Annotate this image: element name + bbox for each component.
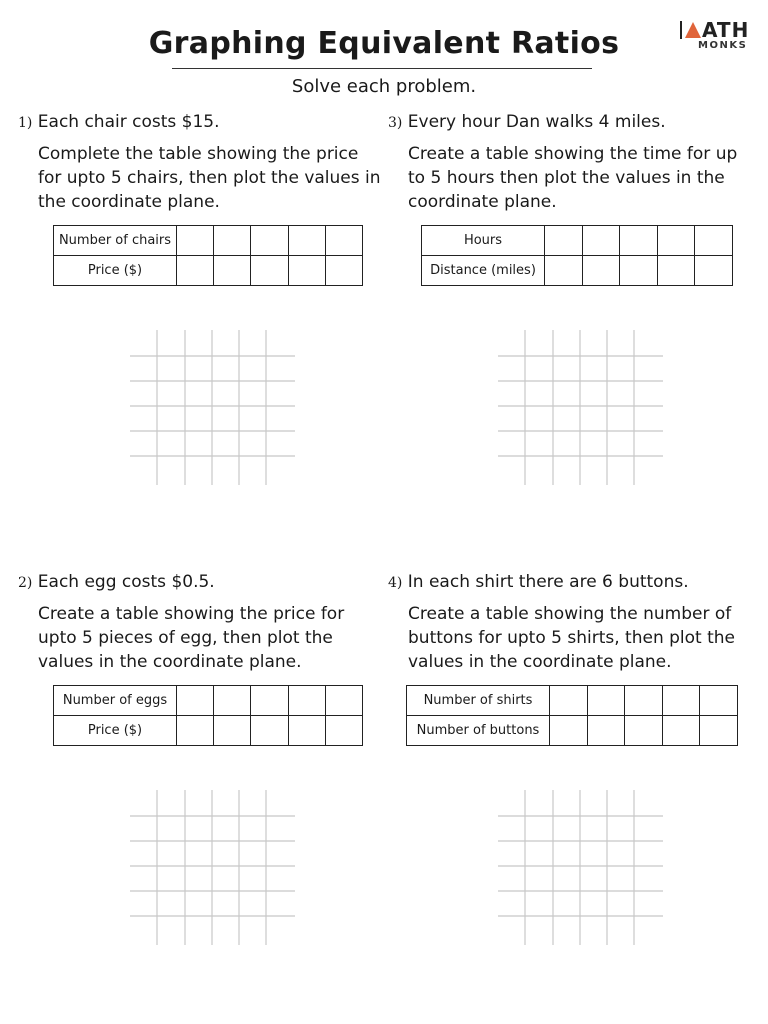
answer-cell[interactable]	[177, 226, 214, 256]
answer-cell[interactable]	[620, 226, 658, 256]
answer-cell[interactable]	[177, 686, 214, 716]
problem-instructions: Complete the table showing the price for upto 5 chairs, then plot the values in the coordinate plane.	[38, 144, 381, 212]
logo-wordmark	[680, 20, 750, 40]
answer-cell[interactable]	[550, 716, 588, 746]
coordinate-grid[interactable]	[130, 790, 295, 945]
problem-heading	[18, 112, 220, 132]
answer-cell[interactable]	[325, 256, 362, 286]
problem-number: 2)	[18, 575, 33, 591]
problem-instructions: Create a table showing the price for upto 5 pieces of egg, then plot the values in the coordinate plane.	[38, 604, 345, 672]
problem-2	[18, 572, 368, 952]
answer-cell[interactable]	[177, 256, 214, 286]
problem-statement: Each chair costs $15.	[37, 112, 220, 132]
table-row	[422, 256, 733, 286]
table-row	[54, 256, 363, 286]
answer-cell[interactable]	[251, 716, 288, 746]
problem-heading	[18, 572, 215, 592]
answer-cell[interactable]	[251, 686, 288, 716]
answer-cell[interactable]	[288, 256, 325, 286]
problem-heading	[388, 572, 689, 592]
logo-m-stroke	[680, 21, 682, 39]
answer-cell[interactable]	[695, 256, 733, 286]
problem-1	[18, 112, 381, 492]
answer-cell[interactable]	[700, 686, 738, 716]
coordinate-grid[interactable]	[498, 790, 663, 945]
problem-instructions: Create a table showing the number of buttons for upto 5 shirts, then plot the values in the coordinate plane.	[408, 604, 736, 672]
answer-cell[interactable]	[620, 256, 658, 286]
answer-cell[interactable]	[625, 686, 663, 716]
row-label: Distance (miles)	[422, 256, 545, 286]
answer-cell[interactable]	[587, 716, 625, 746]
answer-cell[interactable]	[325, 226, 362, 256]
answer-cell[interactable]	[545, 256, 583, 286]
answer-cell[interactable]	[214, 226, 251, 256]
answer-cell[interactable]	[662, 716, 700, 746]
coordinate-grid[interactable]	[498, 330, 663, 485]
answer-cell[interactable]	[288, 686, 325, 716]
row-label: Number of buttons	[407, 716, 550, 746]
table-row	[54, 226, 363, 256]
answer-cell[interactable]	[550, 686, 588, 716]
answer-cell[interactable]	[582, 226, 620, 256]
answer-cell[interactable]	[700, 716, 738, 746]
answer-cell[interactable]	[177, 716, 214, 746]
problem-number: 1)	[18, 115, 33, 131]
table-row	[407, 716, 738, 746]
answer-cell[interactable]	[587, 686, 625, 716]
answer-cell[interactable]	[214, 716, 251, 746]
answer-cell[interactable]	[625, 716, 663, 746]
answer-cell[interactable]	[662, 686, 700, 716]
problem-4	[388, 572, 738, 952]
ratio-table	[406, 685, 738, 746]
table-row	[54, 686, 363, 716]
answer-cell[interactable]	[288, 716, 325, 746]
answer-cell[interactable]	[251, 226, 288, 256]
row-label: Price ($)	[54, 256, 177, 286]
title-underline	[172, 68, 592, 69]
answer-cell[interactable]	[695, 226, 733, 256]
row-label: Number of eggs	[54, 686, 177, 716]
row-label: Price ($)	[54, 716, 177, 746]
answer-cell[interactable]	[545, 226, 583, 256]
answer-cell[interactable]	[325, 716, 362, 746]
answer-cell[interactable]	[325, 686, 362, 716]
answer-cell[interactable]	[288, 226, 325, 256]
row-label: Number of shirts	[407, 686, 550, 716]
ratio-table	[53, 685, 363, 746]
table-row	[54, 716, 363, 746]
coordinate-grid[interactable]	[130, 330, 295, 485]
answer-cell[interactable]	[214, 256, 251, 286]
logo-subtext: MONKS	[698, 40, 748, 51]
row-label: Number of chairs	[54, 226, 177, 256]
problem-3	[388, 112, 738, 492]
answer-cell[interactable]	[214, 686, 251, 716]
ratio-table	[53, 225, 363, 286]
table-row	[407, 686, 738, 716]
answer-cell[interactable]	[657, 256, 695, 286]
problem-statement: Each egg costs $0.5.	[37, 572, 215, 592]
problem-statement: Every hour Dan walks 4 miles.	[407, 112, 666, 132]
problem-number: 4)	[388, 575, 403, 591]
page-subtitle: Solve each problem.	[291, 76, 477, 97]
problem-heading	[388, 112, 666, 132]
answer-cell[interactable]	[582, 256, 620, 286]
math-monks-logo	[680, 20, 750, 56]
table-row	[422, 226, 733, 256]
row-label: Hours	[422, 226, 545, 256]
answer-cell[interactable]	[657, 226, 695, 256]
answer-cell[interactable]	[251, 256, 288, 286]
page-title: Graphing Equivalent Ratios	[148, 26, 620, 61]
problem-statement: In each shirt there are 6 buttons.	[407, 572, 689, 592]
problem-number: 3)	[388, 115, 403, 131]
ratio-table	[421, 225, 733, 286]
logo-triangle-icon	[685, 22, 701, 38]
problem-instructions: Create a table showing the time for up to 5 hours then plot the values in the coordinate plane.	[408, 144, 738, 212]
logo-text: ATH	[702, 18, 750, 42]
